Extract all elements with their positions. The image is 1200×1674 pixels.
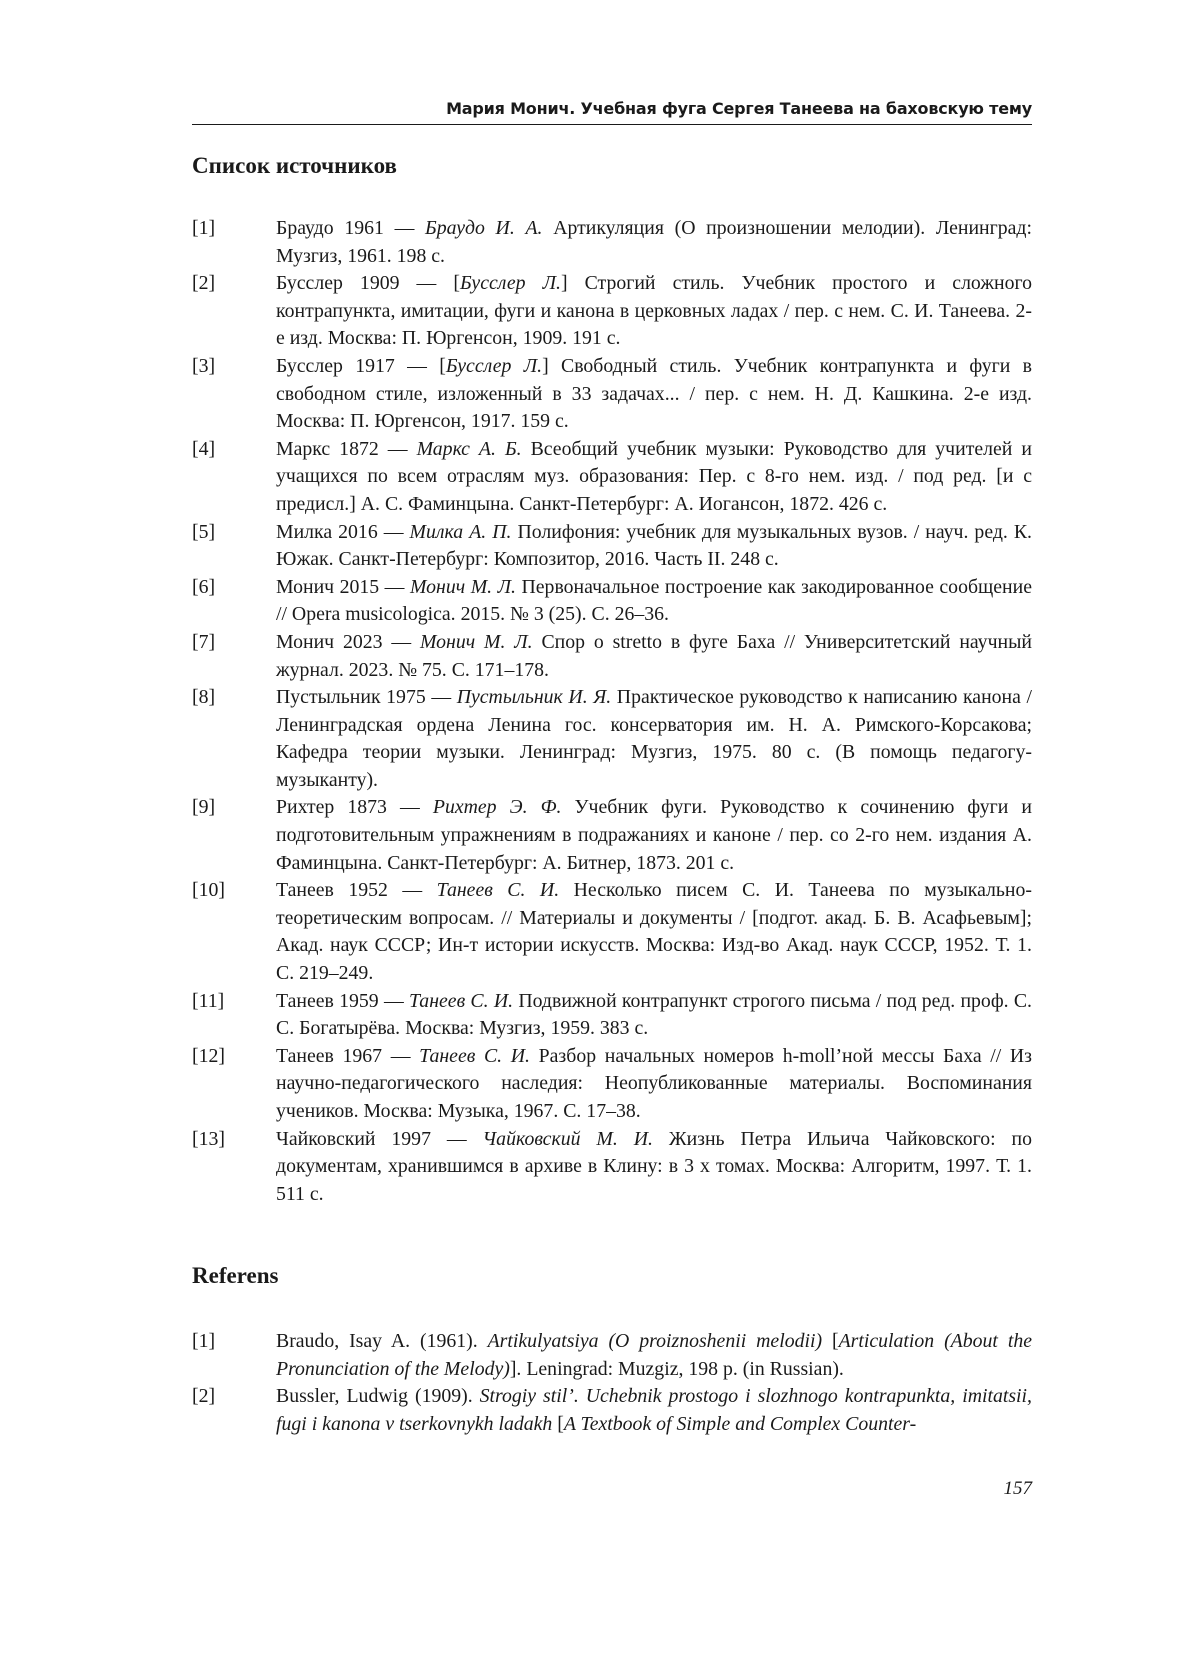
source-number: [2]: [192, 272, 216, 295]
references-list: [192, 1328, 1032, 1438]
source-author: Монич М. Л.: [419, 630, 533, 653]
source-item: [5] Милка 2016 — Милка А. П. Полифония: учебник для музыкальных вузов. / науч. ред. К. Южак. Санкт-Петербург: Композитор, 2016. Часть II. 248 с.: [192, 520, 1033, 571]
source-author: Бусслер Л.: [445, 354, 543, 377]
header-rule: [192, 124, 1032, 125]
source-item: [3] Бусслер 1917 — [Бусслер Л.] Свободный стиль. Учебник контрапункта и фуги в свободном стиле, изложенный в 33 задачах... / пер. с нем. Н. Д. Кашкина. 2-е изд. Москва: П. Юргенсон, 1917. 159 с.: [192, 354, 1032, 433]
source-author: Маркс А. Б.: [416, 437, 522, 460]
reference-number: [2]: [192, 1385, 216, 1408]
source-item: [13] Чайковский 1997 — Чайковский М. И. Жизнь Петра Ильича Чайковского: по документам, хранившимся в архиве в Клину: в 3 х томах. Москва: Алгоритм, 1997. Т. 1. 511 с.: [192, 1127, 1032, 1205]
source-author: Браудо И. А.: [425, 217, 543, 239]
sources-section-title: Список источников: [192, 153, 397, 178]
source-item: [9] Рихтер 1873 — Рихтер Э. Ф. Учебник фуги. Руководство к сочинению фуги и подготовительным упражнениям в подражаниях и каноне / пер. со 2-го нем. издания А. Фаминцына. Санкт-Петербург: А. Битнер, 1873. 201 с.: [192, 796, 1033, 874]
page-number: 157: [1003, 1478, 1032, 1499]
source-number: [1]: [192, 217, 216, 239]
reference-title: Strogiy stil’. Uchebnik prostogo i slozhnogo kontrapunkta, imitatsii, fugi i kanona v tserkovnykh ladakh: [276, 1385, 1032, 1435]
source-number: [8]: [192, 686, 216, 709]
reference-title: Artikulyatsiya (O proiznoshenii melodii): [487, 1330, 823, 1352]
reference-translation: A Textbook of Simple and Complex Counter-: [563, 1412, 917, 1435]
source-item: [8] Пустыльник 1975 — Пустыльник И. Я. Практическое руководство к написанию канона / Ленинградская ордена Ленина гос. консерватория им. Н. А. Римского-Корсакова; Кафедра теории музыки. Ленинград: Музгиз, 1975. 80 с. (В помощь педагогу-музыканту).: [192, 686, 1033, 791]
source-author: Чайковский М. И.: [482, 1127, 653, 1150]
source-item: [7] Монич 2023 — Монич М. Л. Спор о stretto в фуге Баха // Университетский научный журнал. 2023. № 75. С. 171–178.: [192, 630, 1032, 681]
source-author: Танеев С. И.: [409, 989, 514, 1012]
references-section-title: Referens: [192, 1263, 279, 1288]
source-number: [13]: [192, 1127, 225, 1150]
source-number: [6]: [192, 575, 216, 598]
reference-item: [1] Braudo, Isay A. (1961). Artikulyatsiya (O proiznoshenii melodii) [Articulation (About the Pronunciation of the Melody)]. Leningrad: Muzgiz, 198 p. (in Russian).: [192, 1330, 1032, 1380]
source-number: [5]: [192, 520, 216, 543]
source-item: [12] Танеев 1967 — Танеев С. И. Разбор начальных номеров h-moll’ной мессы Баха // Из научно-педагогического наследия: Неопубликованные материалы. Воспоминания учеников. Москва: Музыка, 1967. С. 17–38.: [192, 1044, 1032, 1122]
source-item: [1] Браудо 1961 — Браудо И. А. Артикуляция (О произношении мелодии). Ленинград: Музгиз, 1961. 198 с.: [192, 217, 1032, 267]
reference-item: [2] Bussler, Ludwig (1909). Strogiy stil’. Uchebnik prostogo i slozhnogo kontrapunkta, imitatsii, fugi i kanona v tserkovnykh ladakh [A Textbook of Simple and Complex Counter-: [192, 1385, 1032, 1435]
source-item: [10] Танеев 1952 — Танеев С. И. Несколько писем С. И. Танеева по музыкально-теоретическим вопросам. // Материалы и документы / [подгот. акад. Б. В. Асафьевым]; Акад. наук СССР; Ин-т истории искусств. Москва: Изд-во Акад. наук СССР, 1952. Т. 1. С. 219–249.: [192, 879, 1032, 985]
source-item: [6] Монич 2015 — Монич М. Л. Первоначальное построение как закодированное сообщение // Opera musicologica. 2015. № 3 (25). С. 26‒36.: [192, 575, 1032, 626]
reference-number: [1]: [192, 1330, 216, 1352]
source-author: Рихтер Э. Ф.: [432, 796, 562, 819]
source-author: Бусслер Л.: [460, 272, 561, 295]
document-page: [192, 0, 1032, 1674]
source-item: [4] Маркс 1872 — Маркс А. Б. Всеобщий учебник музыки: Руководство для учителей и учащихся по всем отраслям муз. образования: Пер. с 8-го нем. изд. / под ред. [и с предисл.] А. С. Фаминцына. Санкт-Петербург: А. Иогансон, 1872. 426 с.: [192, 437, 1032, 515]
source-number: [12]: [192, 1044, 225, 1067]
reference-translation: Articulation (About the Pronunciation of the Melody): [276, 1330, 1032, 1380]
source-number: [4]: [192, 437, 216, 460]
source-number: [7]: [192, 630, 216, 653]
source-author: Танеев С. И.: [436, 879, 560, 902]
sources-list: [192, 215, 1032, 1208]
source-number: [9]: [192, 796, 216, 819]
running-header: Мария Монич. Учебная фуга Сергея Танеева на баховскую тему: [446, 99, 1032, 118]
source-author: Пустыльник И. Я.: [456, 686, 612, 709]
source-item: [2] Бусслер 1909 — [Бусслер Л.] Строгий стиль. Учебник простого и сложного контрапункта, имитации, фуги и канона в церковных ладах / пер. с нем. С. И. Танеева. 2-е изд. Москва: П. Юргенсон, 1909. 191 с.: [192, 272, 1032, 350]
source-number: [3]: [192, 354, 216, 377]
source-number: [11]: [192, 989, 225, 1012]
source-author: Милка А. П.: [409, 520, 512, 543]
source-author: Монич М. Л.: [409, 575, 516, 598]
source-author: Танеев С. И.: [419, 1044, 530, 1067]
source-number: [10]: [192, 879, 225, 902]
source-item: [11] Танеев 1959 — Танеев С. И. Подвижной контрапункт строгого письма / под ред. проф. С. С. Богатырёва. Москва: Музгиз, 1959. 383 с.: [192, 989, 1032, 1040]
